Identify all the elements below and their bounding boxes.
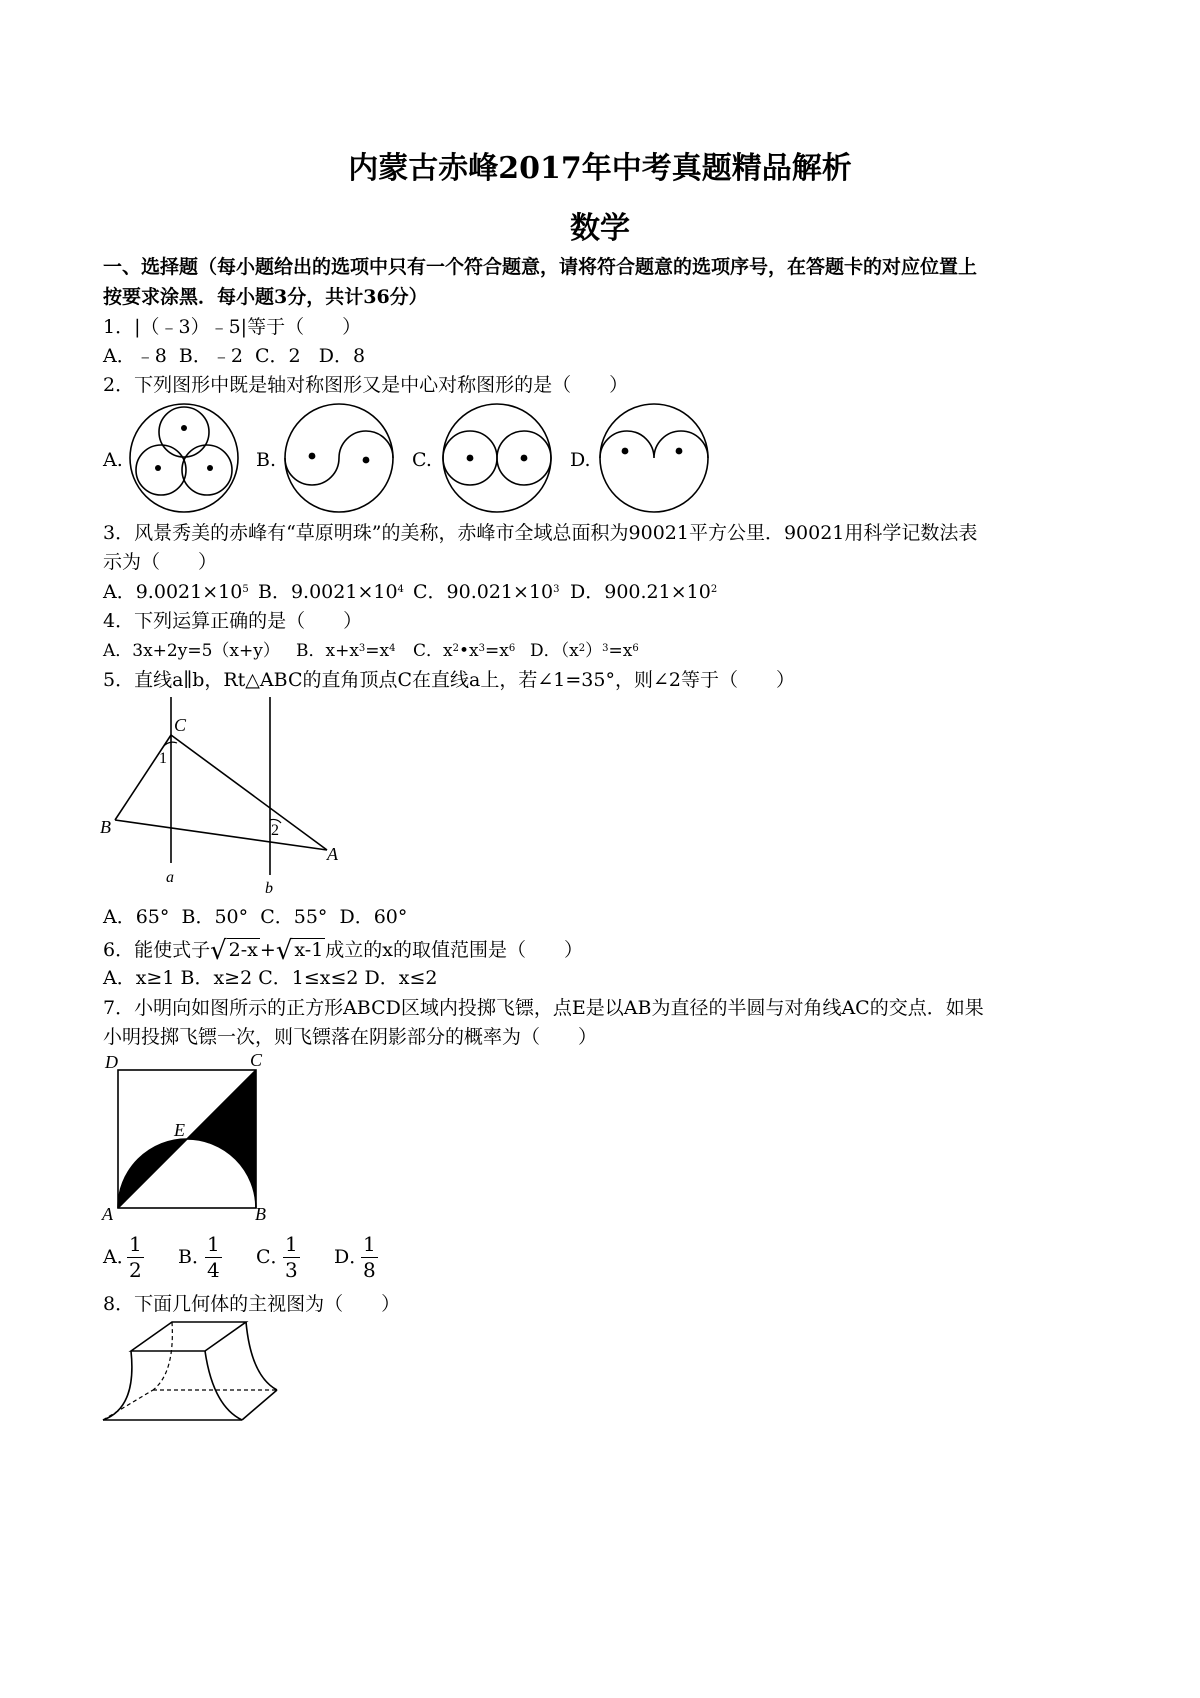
- q4-option-d: D．$(x^2)^3=x^6$: [530, 641, 639, 661]
- q7-figure: [100, 1050, 280, 1225]
- q4-option-b: B．$x+x^3=x^4$: [296, 641, 396, 661]
- label-a: A: [102, 1204, 113, 1224]
- q7-frac-a: $\frac{1}{2}$: [129, 1232, 142, 1282]
- label-b: B: [255, 1204, 266, 1224]
- angle-2-label: 2: [271, 822, 279, 839]
- page-title: 内蒙古赤峰2017年中考真题精品解析: [348, 151, 852, 186]
- label-d: D: [105, 1052, 118, 1072]
- section-heading: 一、选择题（每小题给出的选项中只有一个符合题意，请将符合题意的选项序号，在答题卡的对应位置上: [103, 256, 978, 278]
- q3-stem: 3．风景秀美的赤峰有“草原明珠”的美称，赤峰市全域总面积为90021平方公里．90021用科学记数法表: [103, 522, 978, 544]
- q8-stem: 8．下面几何体的主视图为（ ）: [103, 1293, 401, 1315]
- q7-frac-c: $\frac{1}{3}$: [285, 1232, 298, 1282]
- q2-figure-b: [280, 400, 400, 520]
- section-heading-cont: 按要求涂黑．每小题3分，共计36分）: [103, 286, 428, 308]
- q4-option-c: C．$x^2•x^3=x^6$: [413, 641, 516, 661]
- q7-stem-cont: 小明投掷飞镖一次，则飞镖落在阴影部分的概率为（ ）: [103, 1026, 598, 1048]
- q5-options: A．65° B．50° C．55° D．60°: [103, 906, 408, 928]
- label-c: C: [174, 715, 187, 735]
- q7-frac-b: $\frac{1}{4}$: [207, 1232, 220, 1282]
- q3-option-a: A．$9.0021\times 10^5$: [103, 581, 249, 603]
- q7-option-a-label: A．: [103, 1246, 136, 1268]
- q2-figure-c: [438, 400, 558, 520]
- label-line-a: a: [166, 869, 174, 886]
- q7-stem: 7．小明向如图所示的正方形ABCD区域内投掷飞镖，点E是以AB为直径的半圆与对角线AC的交点．如果: [103, 997, 984, 1019]
- q2-label-c: C.: [412, 449, 432, 471]
- q7-option-d-label: D．: [334, 1246, 369, 1268]
- q3-option-c: C．$90.021\times 10^3$: [413, 581, 560, 603]
- q8-figure: [95, 1318, 295, 1438]
- q4-option-a: A．3x+2y=5（x+y）: [103, 641, 280, 661]
- label-c: C: [250, 1050, 263, 1070]
- q6-options: A．x≥1 B．x≥2 C．1≤x≤2 D．x≤2: [103, 967, 438, 989]
- q5-stem: 5．直线a∥b，Rt△ABC的直角顶点C在直线a上，若∠1=35°，则∠2等于（ ）: [103, 669, 795, 691]
- q1-options: A．﹣8 B．﹣2 C．2 D．8: [103, 345, 366, 367]
- q3-option-b: B．$9.0021\times 10^4$: [258, 581, 404, 603]
- q6-stem: 6．能使式子√ 2-x +√ x-1 成立的x的取值范围是（ ）: [103, 936, 584, 966]
- subject-title: 数学: [570, 211, 630, 246]
- q2-figure-d: [595, 400, 715, 520]
- q3-stem-cont: 示为（ ）: [103, 551, 218, 573]
- q7-frac-d: $\frac{1}{8}$: [363, 1232, 376, 1282]
- q2-label-d: D.: [570, 449, 591, 471]
- q4-stem: 4．下列运算正确的是（ ）: [103, 610, 363, 632]
- q7-option-c-label: C．: [256, 1246, 290, 1268]
- q3-option-d: D．$900.21\times 10^2$: [570, 581, 718, 603]
- q1-stem: 1．|（﹣3）﹣5|等于（ ）: [103, 316, 362, 338]
- q5-figure: [95, 695, 355, 895]
- angle-1-label: 1: [159, 750, 167, 767]
- q2-label-a: A.: [103, 449, 123, 471]
- label-line-b: b: [265, 880, 273, 897]
- label-b: B: [100, 817, 111, 837]
- q2-figure-a: [125, 400, 245, 520]
- q2-stem: 2．下列图形中既是轴对称图形又是中心对称图形的是（ ）: [103, 374, 629, 396]
- q2-label-b: B.: [256, 449, 277, 471]
- q7-option-b-label: B．: [178, 1246, 211, 1268]
- label-e: E: [174, 1120, 185, 1140]
- label-a: A: [327, 844, 338, 864]
